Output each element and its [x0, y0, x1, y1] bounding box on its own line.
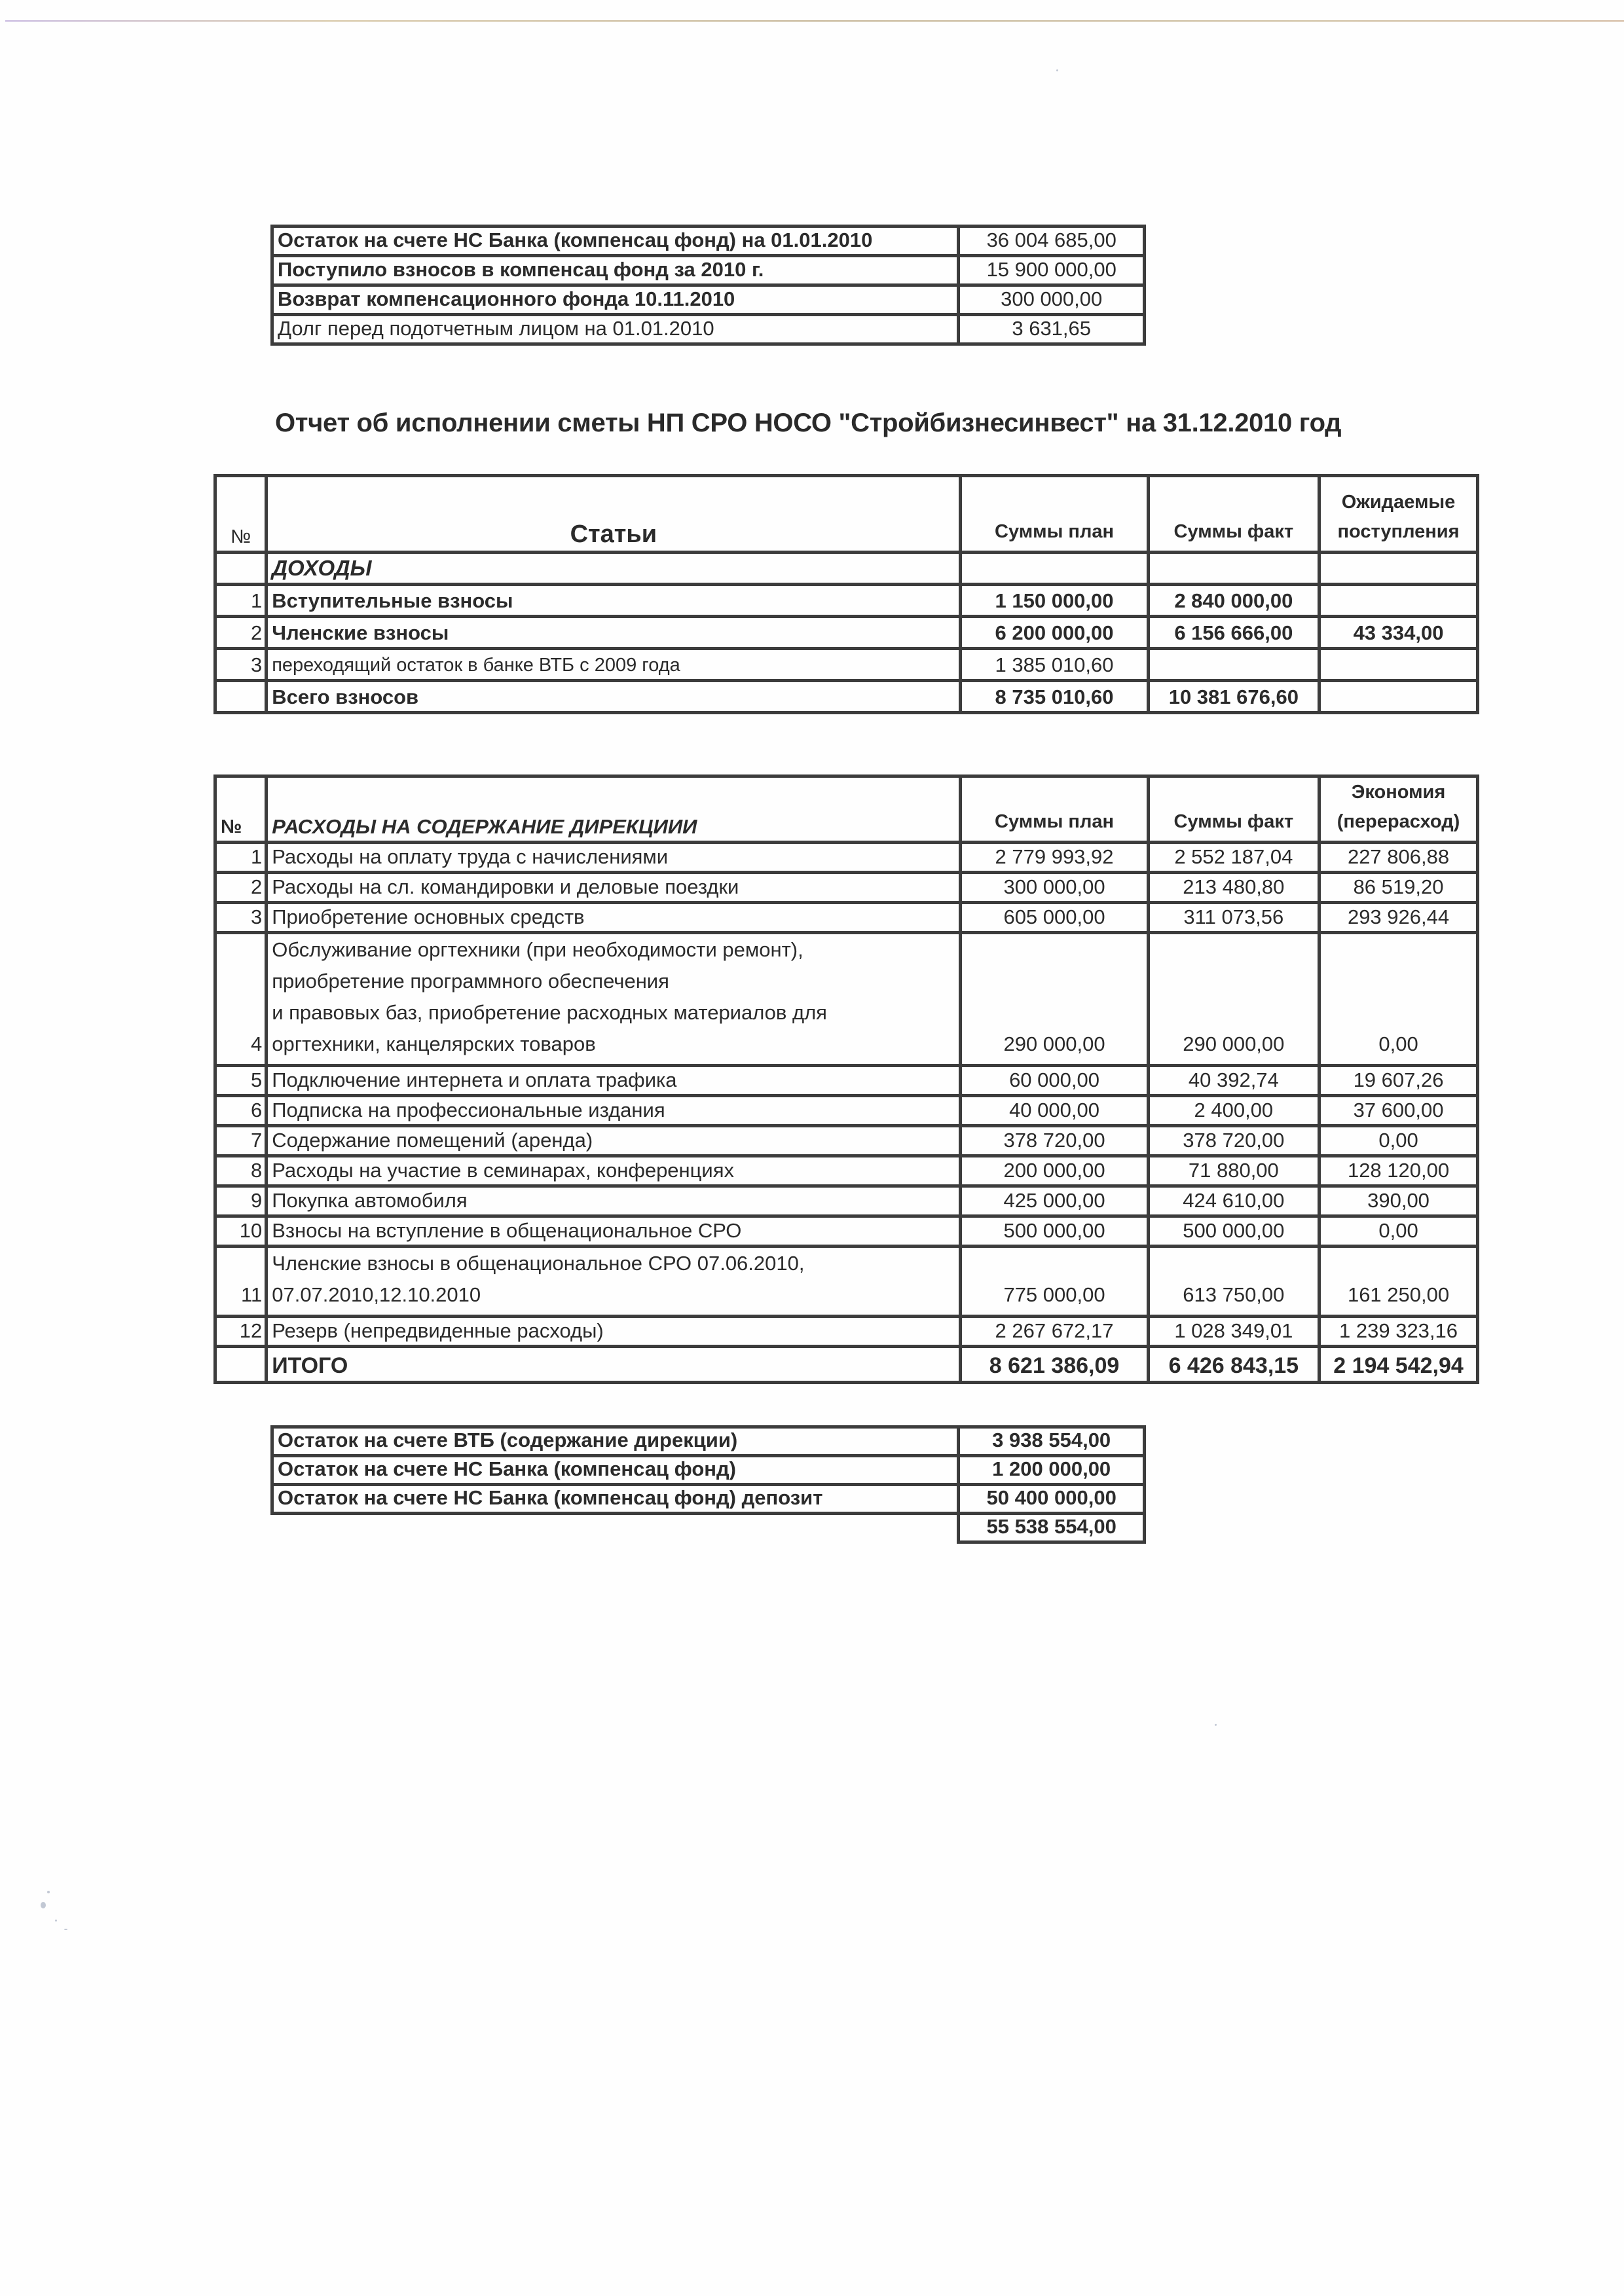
row-fact: 2 552 187,04	[1148, 842, 1319, 872]
total-row	[272, 1514, 1145, 1542]
header-expected-line1: Ожидаемые	[1341, 492, 1456, 513]
balance-label: Остаток на счете ВТБ (содержание дирекции)	[272, 1427, 959, 1456]
row-plan: 40 000,00	[961, 1096, 1148, 1126]
row-name-line: 07.07.2010,12.10.2010	[272, 1283, 481, 1307]
row-fact: 6 156 666,00	[1148, 617, 1319, 649]
row-savings: 0,00	[1320, 1126, 1478, 1156]
expenses-table	[213, 774, 1479, 1384]
header-expected-line2: поступления	[1337, 521, 1460, 543]
row-plan: 1 150 000,00	[961, 585, 1148, 617]
total-expected	[1320, 681, 1478, 713]
row-fact: 71 880,00	[1148, 1156, 1319, 1186]
row-savings: 37 600,00	[1320, 1096, 1478, 1126]
row-fact: 500 000,00	[1148, 1216, 1319, 1247]
row-number: 11	[215, 1247, 267, 1317]
row-savings: 161 250,00	[1320, 1247, 1478, 1317]
table-row	[215, 842, 1478, 872]
row-name: Взносы на вступление в общенациональное СРО	[267, 1216, 961, 1247]
row-plan: 200 000,00	[961, 1156, 1148, 1186]
row-name: Расходы на сл. командировки и деловые поездки	[267, 872, 961, 902]
row-expected	[1320, 585, 1478, 617]
row-savings: 128 120,00	[1320, 1156, 1478, 1186]
row-name-line: и правовых баз, приобретение расходных материалов для	[272, 1000, 827, 1024]
table-row	[215, 585, 1478, 617]
row-expected: 43 334,00	[1320, 617, 1478, 649]
row-plan: 500 000,00	[961, 1216, 1148, 1247]
row-plan: 1 385 010,60	[961, 649, 1148, 681]
account-balances-table	[270, 1425, 1146, 1544]
row-plan: 60 000,00	[961, 1066, 1148, 1096]
scan-speck	[1056, 69, 1058, 71]
row-number: 1	[215, 842, 267, 872]
summary-value: 300 000,00	[959, 285, 1145, 315]
row-fact: 378 720,00	[1148, 1126, 1319, 1156]
total-fact: 10 381 676,60	[1148, 681, 1319, 713]
table-row	[215, 872, 1478, 902]
row-name: Покупка автомобиля	[267, 1186, 961, 1216]
header-savings-line1: Экономия	[1351, 782, 1446, 803]
balance-value: 1 200 000,00	[959, 1456, 1145, 1485]
row-fact	[1148, 649, 1319, 681]
header-plan: Суммы план	[961, 476, 1148, 553]
row-name: Расходы на участие в семинарах, конференциях	[267, 1156, 961, 1186]
table-row	[272, 1485, 1145, 1514]
table-row	[272, 1427, 1145, 1456]
balance-value: 3 938 554,00	[959, 1427, 1145, 1456]
row-fact: 613 750,00	[1148, 1247, 1319, 1317]
empty-cell	[215, 1347, 267, 1383]
report-title: Отчет об исполнении сметы НП СРО НОСО "Стройбизнесинвест" на 31.12.2010 год	[275, 409, 1342, 437]
summary-label: Возврат компенсационного фонда 10.11.2010	[272, 285, 959, 315]
total-label: ИТОГО	[267, 1347, 961, 1383]
row-name	[267, 1247, 961, 1317]
row-number: 2	[215, 617, 267, 649]
row-number: 3	[215, 902, 267, 932]
table-row	[215, 1216, 1478, 1247]
row-name-line: Членские взносы в общенациональное СРО 07.06.2010,	[272, 1252, 805, 1275]
total-plan: 8 735 010,60	[961, 681, 1148, 713]
row-name: Содержание помещений (аренда)	[267, 1126, 961, 1156]
row-name: переходящий остаток в банке ВТБ с 2009 года	[267, 649, 961, 681]
row-fact: 311 073,56	[1148, 902, 1319, 932]
row-number: 5	[215, 1066, 267, 1096]
row-plan: 378 720,00	[961, 1126, 1148, 1156]
income-table	[213, 474, 1479, 714]
header-expected	[1320, 476, 1478, 553]
table-row	[215, 1066, 1478, 1096]
row-fact: 40 392,74	[1148, 1066, 1319, 1096]
empty-cell	[1320, 553, 1478, 585]
table-row	[272, 227, 1145, 256]
row-number: 4	[215, 932, 267, 1065]
summary-label: Долг перед подотчетным лицом на 01.01.2010	[272, 315, 959, 344]
row-savings: 227 806,88	[1320, 842, 1478, 872]
header-savings-line2: (перерасход)	[1337, 811, 1460, 832]
header-savings	[1320, 776, 1478, 843]
total-row	[215, 1347, 1478, 1383]
table-header-row	[215, 476, 1478, 553]
empty-cell	[215, 553, 267, 585]
table-row	[215, 1247, 1478, 1317]
scan-edge-line	[5, 20, 1624, 22]
balance-label: Остаток на счете НС Банка (компенсац фонд)	[272, 1456, 959, 1485]
row-plan: 2 267 672,17	[961, 1317, 1148, 1347]
scan-speck	[55, 1920, 57, 1922]
row-name-line: оргтехники, канцелярских товаров	[272, 1032, 596, 1056]
row-fact: 2 840 000,00	[1148, 585, 1319, 617]
total-fact: 6 426 843,15	[1148, 1347, 1319, 1383]
table-row	[215, 1186, 1478, 1216]
table-row	[215, 1096, 1478, 1126]
header-no: №	[215, 476, 267, 553]
empty-cell	[961, 553, 1148, 585]
total-row	[215, 681, 1478, 713]
row-name-line: приобретение программного обеспечения	[272, 969, 669, 993]
table-row	[215, 932, 1478, 1065]
row-name: Расходы на оплату труда с начислениями	[267, 842, 961, 872]
empty-cell	[215, 681, 267, 713]
empty-cell	[272, 1514, 959, 1542]
row-expected	[1320, 649, 1478, 681]
row-plan: 425 000,00	[961, 1186, 1148, 1216]
row-plan: 775 000,00	[961, 1247, 1148, 1317]
table-row	[272, 1456, 1145, 1485]
table-row	[215, 1126, 1478, 1156]
scan-speck	[1215, 1724, 1217, 1726]
total-plan: 8 621 386,09	[961, 1347, 1148, 1383]
row-plan: 300 000,00	[961, 872, 1148, 902]
row-fact: 213 480,80	[1148, 872, 1319, 902]
row-savings: 390,00	[1320, 1186, 1478, 1216]
table-row	[215, 1156, 1478, 1186]
table-row	[272, 315, 1145, 344]
table-row	[215, 649, 1478, 681]
row-plan: 605 000,00	[961, 902, 1148, 932]
table-row	[272, 285, 1145, 315]
row-number: 12	[215, 1317, 267, 1347]
section-income-label: ДОХОДЫ	[267, 553, 961, 585]
header-fact: Суммы факт	[1148, 476, 1319, 553]
total-label: Всего взносов	[267, 681, 961, 713]
row-savings: 19 607,26	[1320, 1066, 1478, 1096]
row-plan: 6 200 000,00	[961, 617, 1148, 649]
scan-speck	[64, 1929, 67, 1930]
summary-label: Остаток на счете НС Банка (компенсац фонд) на 01.01.2010	[272, 227, 959, 256]
empty-cell	[1148, 553, 1319, 585]
header-articles: Статьи	[267, 476, 961, 553]
balance-value: 50 400 000,00	[959, 1485, 1145, 1514]
row-savings: 0,00	[1320, 1216, 1478, 1247]
row-savings: 0,00	[1320, 932, 1478, 1065]
row-number: 1	[215, 585, 267, 617]
row-name	[267, 932, 961, 1065]
row-number: 2	[215, 872, 267, 902]
summary-label: Поступило взносов в компенсац фонд за 2010 г.	[272, 256, 959, 285]
row-savings: 86 519,20	[1320, 872, 1478, 902]
total-savings: 2 194 542,94	[1320, 1347, 1478, 1383]
row-name: Подписка на профессиональные издания	[267, 1096, 961, 1126]
row-fact: 2 400,00	[1148, 1096, 1319, 1126]
table-row	[215, 902, 1478, 932]
row-name: Членские взносы	[267, 617, 961, 649]
summary-value: 3 631,65	[959, 315, 1145, 344]
row-savings: 293 926,44	[1320, 902, 1478, 932]
row-name: Вступительные взносы	[267, 585, 961, 617]
row-fact: 1 028 349,01	[1148, 1317, 1319, 1347]
section-row	[215, 553, 1478, 585]
row-number: 10	[215, 1216, 267, 1247]
table-header-row	[215, 776, 1478, 843]
balance-total: 55 538 554,00	[959, 1514, 1145, 1542]
row-plan: 290 000,00	[961, 932, 1148, 1065]
table-row	[272, 256, 1145, 285]
row-number: 6	[215, 1096, 267, 1126]
header-no: №	[215, 776, 267, 843]
scan-speck	[41, 1902, 46, 1908]
row-savings: 1 239 323,16	[1320, 1317, 1478, 1347]
row-name: Приобретение основных средств	[267, 902, 961, 932]
row-name: Подключение интернета и оплата трафика	[267, 1066, 961, 1096]
row-fact: 424 610,00	[1148, 1186, 1319, 1216]
row-plan: 2 779 993,92	[961, 842, 1148, 872]
compensation-fund-summary-table	[270, 225, 1146, 346]
balance-label: Остаток на счете НС Банка (компенсац фонд) депозит	[272, 1485, 959, 1514]
header-expenses-title: РАСХОДЫ НА СОДЕРЖАНИЕ ДИРЕКЦИИИ	[267, 776, 961, 843]
row-fact: 290 000,00	[1148, 932, 1319, 1065]
row-number: 3	[215, 649, 267, 681]
header-fact: Суммы факт	[1148, 776, 1319, 843]
scan-speck	[47, 1891, 50, 1893]
row-number: 7	[215, 1126, 267, 1156]
row-name: Резерв (непредвиденные расходы)	[267, 1317, 961, 1347]
table-row	[215, 617, 1478, 649]
row-number: 8	[215, 1156, 267, 1186]
row-number: 9	[215, 1186, 267, 1216]
table-row	[215, 1317, 1478, 1347]
header-plan: Суммы план	[961, 776, 1148, 843]
summary-value: 36 004 685,00	[959, 227, 1145, 256]
row-name-line: Обслуживание оргтехники (при необходимости ремонт),	[272, 938, 803, 961]
summary-value: 15 900 000,00	[959, 256, 1145, 285]
